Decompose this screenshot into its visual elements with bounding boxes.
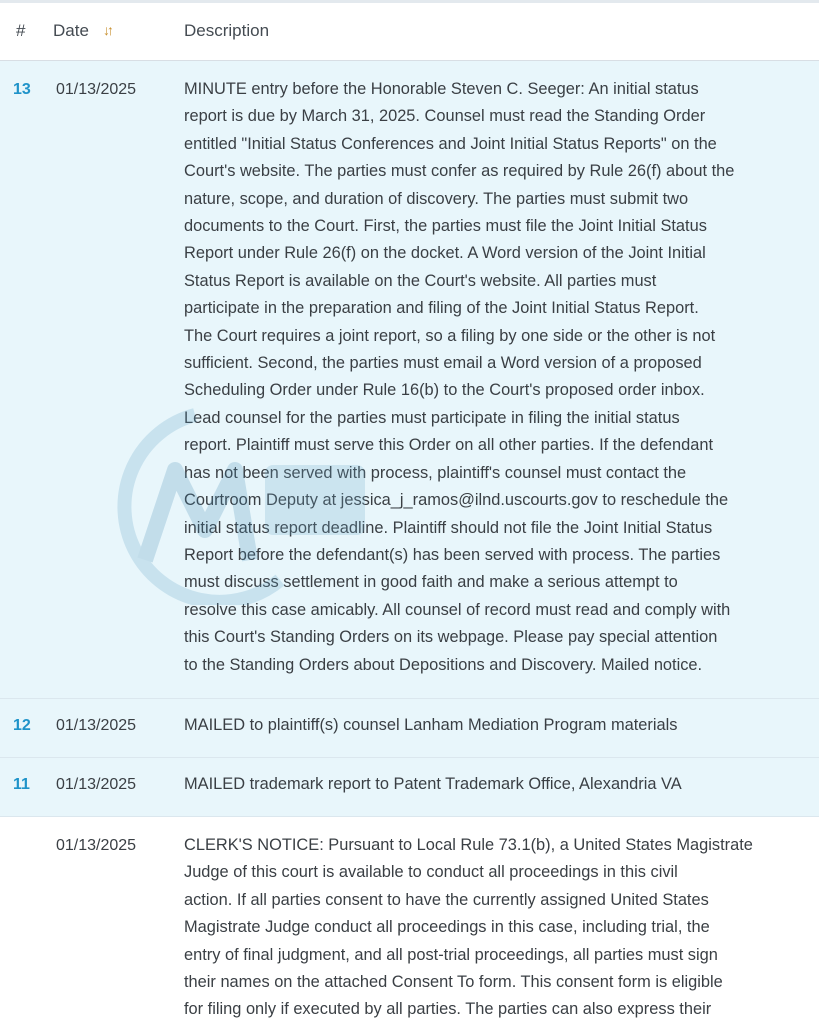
entry-description [184,771,809,798]
description-line: has not been served with process, plaintiff's counsel must contact the [184,463,687,482]
description-line: nature, scope, and duration of discovery. The parties must submit two [184,189,689,208]
table-row [0,699,819,758]
description-line: MAILED to plaintiff(s) counsel Lanham Mediation Program materials [184,716,678,734]
description-line: MINUTE entry before the Honorable Steven C. Seeger: An initial status [184,80,699,98]
description-line: Courtroom Deputy at jessica_j_ramos@ilnd.uscourts.gov to reschedule the [184,491,729,510]
description-line: participate in the preparation and filing of the Joint Initial Status Report. [184,299,699,318]
description-line: entitled "Initial Status Conferences and Joint Initial Status Reports" on the [184,134,717,153]
entry-date: 01/13/2025 [56,837,137,854]
description-line: must discuss settlement in good faith and make a serious attempt to [184,573,678,592]
description-line: initial status report deadline. Plaintiff should not file the Joint Initial Status [184,518,713,537]
description-line: Report before the defendant(s) has been served with process. The parties [184,545,721,564]
table-row [0,758,819,817]
description-line: Court's website. The parties must confer as required by Rule 26(f) about the [184,162,735,181]
description-line: to the Standing Orders about Depositions and Discovery. Mailed notice. [184,655,703,674]
description-line: Magistrate Judge conduct all proceedings in this case, including trial, the [184,918,710,937]
column-header-description: Description [184,21,270,40]
description-line: for filing only if executed by all parties. The parties can also express their [184,1000,712,1019]
description-line: CLERK'S NOTICE: Pursuant to Local Rule 73.1(b), a United States Magistrate [184,836,753,854]
column-header-number: # [16,21,26,40]
description-line: this Court's Standing Orders on its webpage. Please pay special attention [184,628,718,647]
description-line: Report under Rule 26(f) on the docket. A Word version of the Joint Initial [184,244,706,263]
column-header-date[interactable]: Date [53,21,89,40]
table-row [0,817,819,1024]
entry-description [184,76,809,679]
description-line: The Court requires a joint report, so a filing by one side or the other is not [184,326,716,345]
description-line: report is due by March 31, 2025. Counsel must read the Standing Order [184,107,706,126]
description-line: their names on the attached Consent To form. This consent form is eligible [184,973,723,992]
description-line: MAILED trademark report to Patent Trademark Office, Alexandria VA [184,775,682,793]
description-line: action. If all parties consent to have the currently assigned United States [184,890,709,909]
description-line: Scheduling Order under Rule 16(b) to the Court's proposed order inbox. [184,381,705,400]
description-line: resolve this case amicably. All counsel of record must read and comply with [184,600,731,619]
entry-number-link[interactable]: 13 [13,81,31,98]
entry-date: 01/13/2025 [56,81,137,98]
table-row [0,61,819,699]
description-line: documents to the Court. First, the parties must file the Joint Initial Status [184,217,707,236]
entry-number-link[interactable]: 12 [13,717,31,734]
description-line: Lead counsel for the parties must participate in filing the initial status [184,408,680,427]
description-line: Judge of this court is available to conduct all proceedings in this civil [184,863,678,882]
entry-date: 01/13/2025 [56,776,137,793]
description-line: report. Plaintiff must serve this Order on all other parties. If the defendant [184,436,714,455]
table-header [0,3,819,61]
entry-number-link[interactable]: 11 [13,776,30,793]
description-line: Status Report is available on the Court's website. All parties must [184,271,657,290]
description-line: entry of final judgment, and all post-trial proceedings, all parties must sign [184,945,718,964]
entry-description [184,832,809,1024]
entry-description [184,712,809,739]
description-line: sufficient. Second, the parties must email a Word version of a proposed [184,354,702,373]
sort-icon[interactable]: ↓↑ [103,22,111,38]
entry-date: 01/13/2025 [56,717,137,734]
